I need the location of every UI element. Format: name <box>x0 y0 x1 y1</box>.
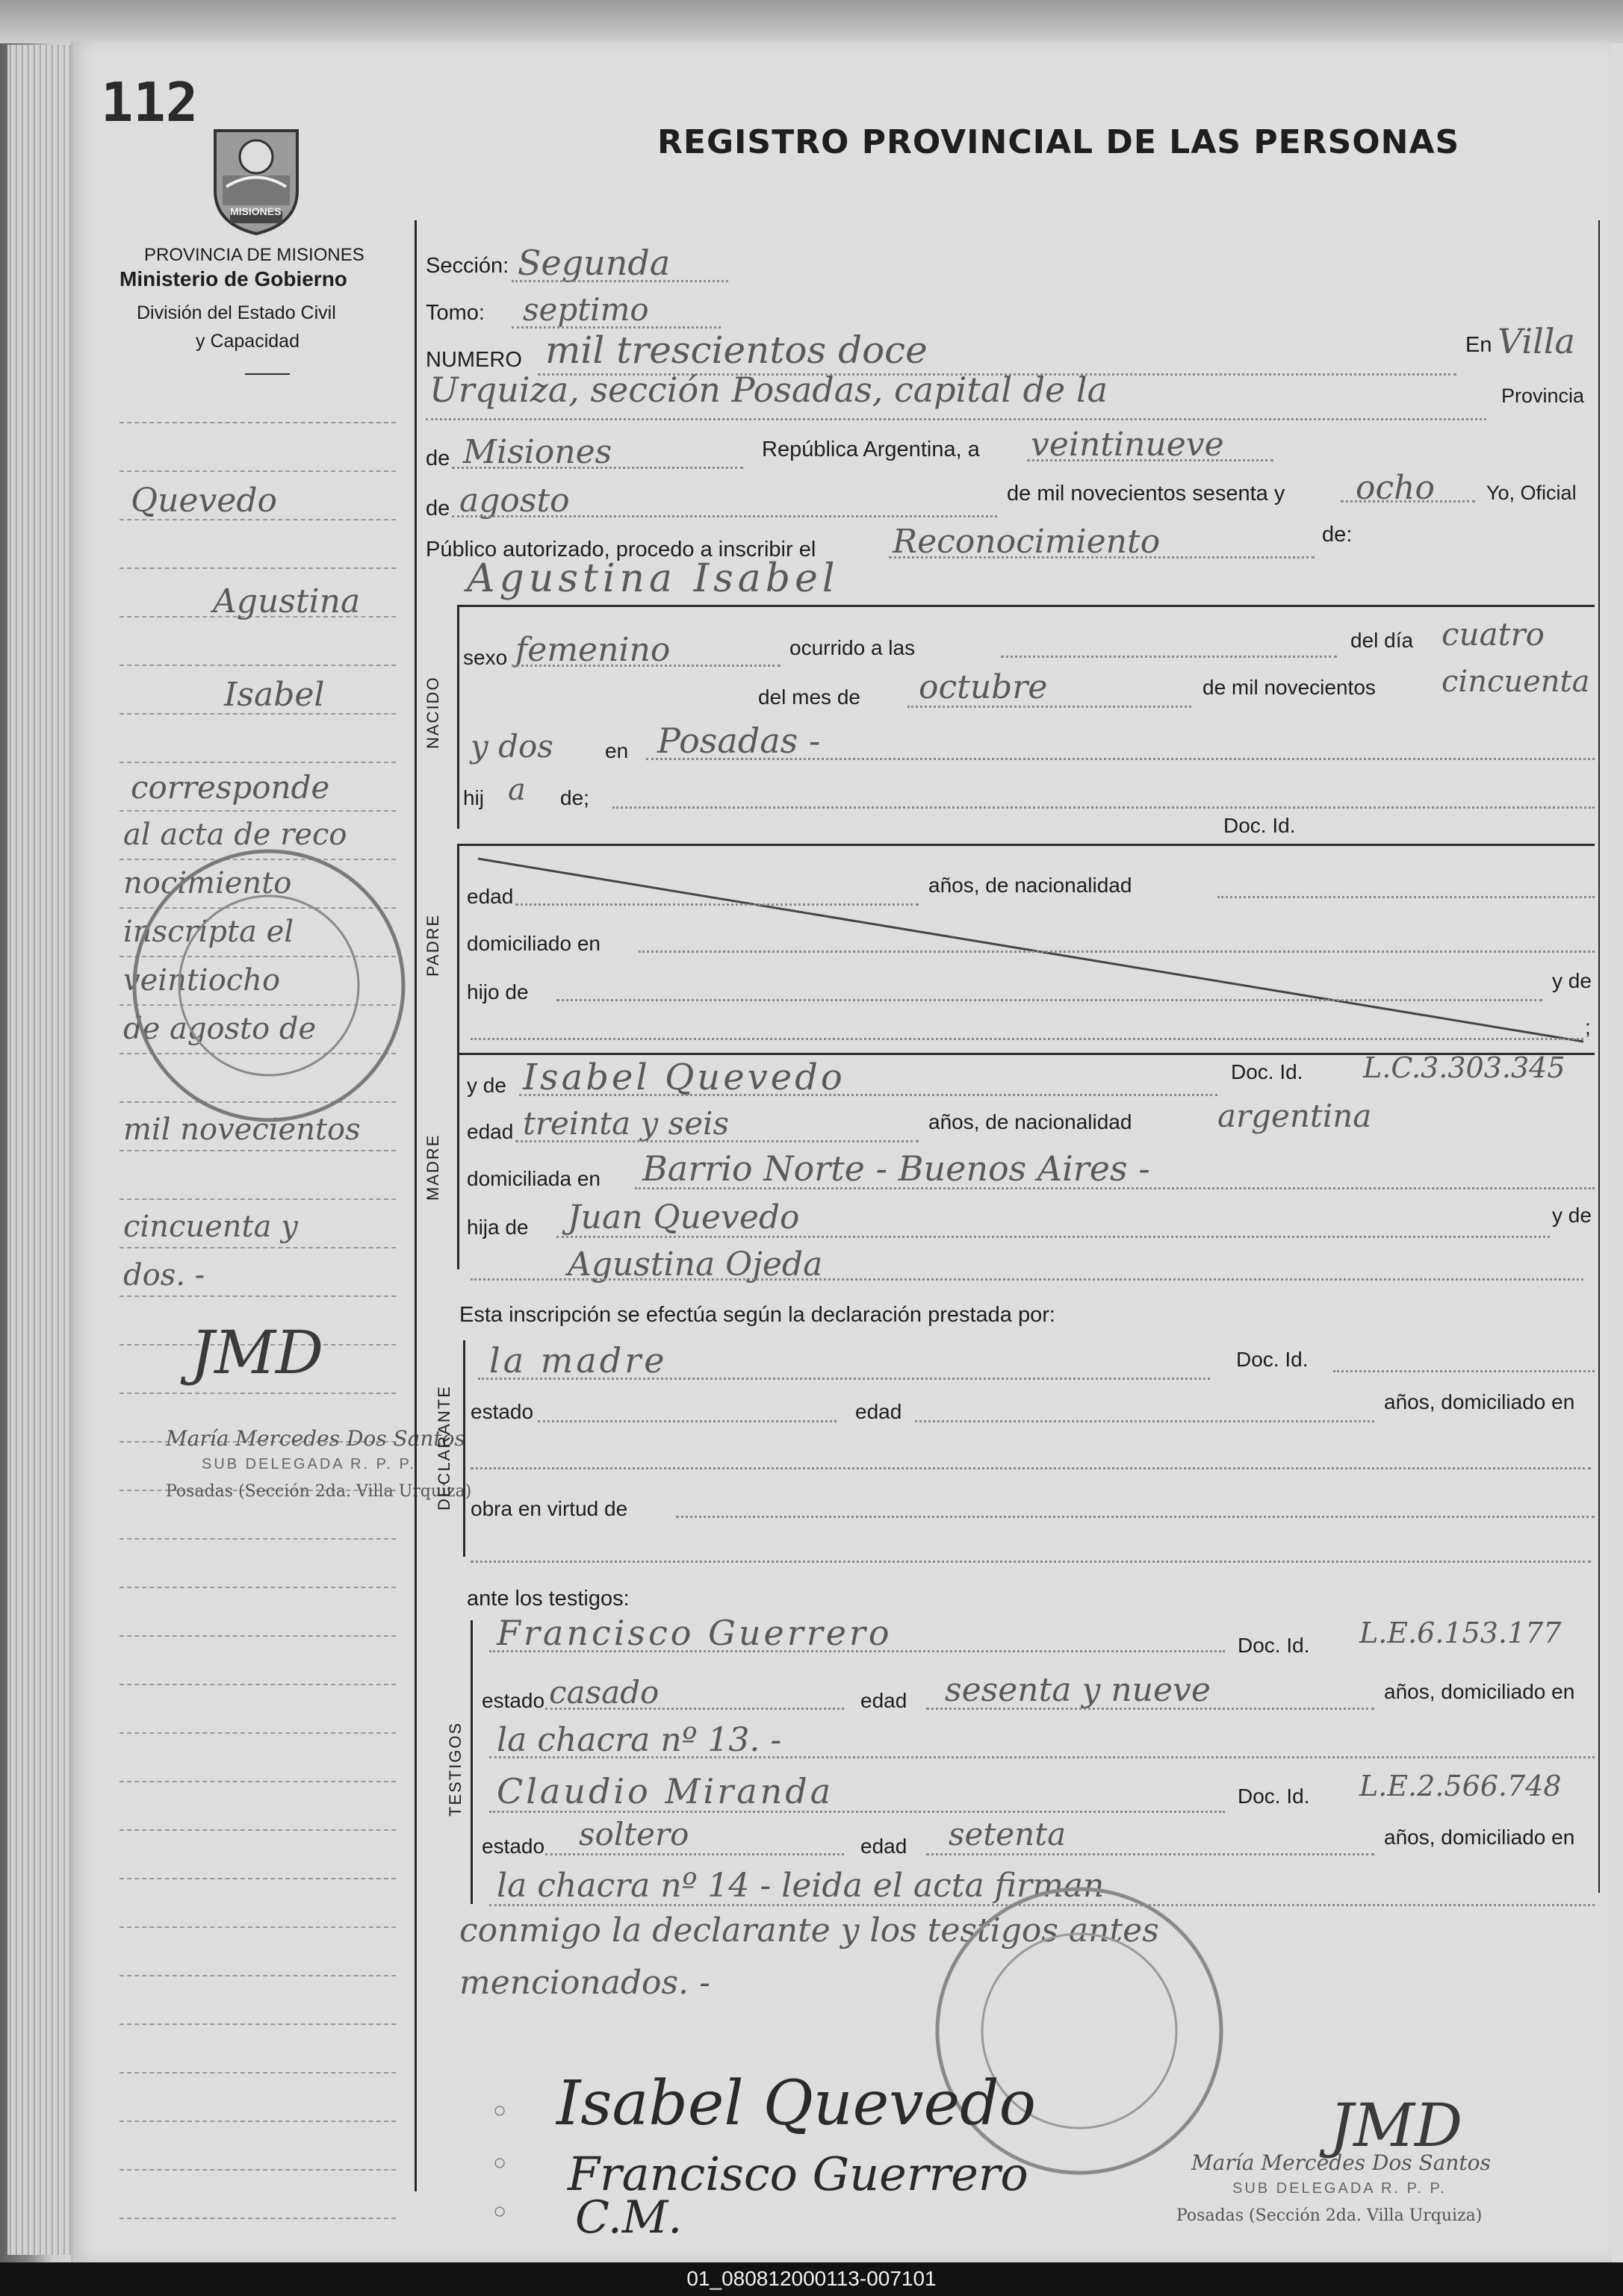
testigo2-value: Claudio Miranda <box>497 1771 834 1811</box>
ocurrido-label: ocurrido a las <box>789 636 916 659</box>
section-rule-vertical <box>457 1053 459 1269</box>
madre-nac-value: argentina <box>1217 1098 1372 1134</box>
section-label-nacido: NACIDO <box>423 676 442 749</box>
fill-line <box>639 951 1595 953</box>
testigo1-doc-value: L.E.6.153.177 <box>1359 1617 1562 1649</box>
sexo-value: femenino <box>515 631 671 669</box>
testigo2-doc-value: L.E.2.566.748 <box>1359 1770 1562 1802</box>
margin-note: Quevedo <box>131 482 278 520</box>
margin-note: dos. - <box>123 1258 205 1292</box>
testigo1-dom-value: la chacra nº 13. - <box>497 1721 782 1759</box>
anios-nac-label-madre: años, de nacionalidad <box>928 1110 1132 1133</box>
margin-line <box>120 2023 396 2025</box>
seccion-value: Segunda <box>518 243 671 283</box>
fill-line <box>1217 896 1595 898</box>
capacity-label: y Capacidad <box>196 331 300 352</box>
margin-line <box>120 1975 396 1976</box>
signature-initials: C.M. <box>575 2191 683 2244</box>
fill-line <box>545 1708 844 1710</box>
fill-line <box>489 1650 1225 1652</box>
margin-note: al acta de reco <box>123 818 347 852</box>
madre-madre-value: Agustina Ojeda <box>568 1245 823 1284</box>
del-mes-label: del mes de <box>758 685 860 709</box>
margin-note: nocimiento <box>123 866 292 900</box>
seccion-label: Sección: <box>426 254 509 278</box>
official-stamp-icon <box>127 844 411 1127</box>
anio-nac-value-2: y dos <box>471 728 553 765</box>
de-label-2: de <box>426 497 450 520</box>
fill-line <box>915 1420 1374 1422</box>
fill-line <box>1333 1370 1595 1372</box>
margin-line <box>120 1150 396 1151</box>
hij-label: hij <box>463 786 485 809</box>
seal-label: MISIONES <box>230 205 282 217</box>
closing-line-1: conmigo la declarante y los testigos antes <box>459 1911 1159 1950</box>
en-label: En <box>1465 333 1492 357</box>
form-border-left <box>415 220 417 2191</box>
fill-line <box>471 1278 1583 1281</box>
edad-label-declarante: edad <box>855 1400 902 1423</box>
domiciliado-label-padre: domiciliado en <box>467 932 601 955</box>
y-de-label-madre: y de <box>467 1074 506 1097</box>
margin-note: Agustina <box>213 582 361 620</box>
official-role-stamp: SUB DELEGADA R. P. P. <box>202 1456 416 1472</box>
division-label: División del Estado Civil <box>137 302 336 323</box>
anio-nac-value: cincuenta <box>1442 665 1590 699</box>
header-underline <box>245 373 290 375</box>
mil-nov-label: de mil novecientos <box>1202 676 1376 699</box>
province-label: PROVINCIA DE MISIONES <box>144 245 364 265</box>
fill-line <box>471 1561 1591 1563</box>
margin-line <box>120 422 396 423</box>
fill-line <box>512 280 728 282</box>
margin-line <box>120 1732 396 1734</box>
dia-value: veintinueve <box>1031 426 1224 464</box>
lugar-nac-value: Posadas - <box>657 721 821 761</box>
testigo1-value: Francisco Guerrero <box>497 1613 893 1653</box>
bullet-mark: ○ <box>493 2150 507 2175</box>
margin-line <box>120 1587 396 1588</box>
mes-nac-value: octubre <box>919 668 1048 706</box>
fill-line <box>1341 500 1475 503</box>
lugar-value: Urquiza, sección Posadas, capital de la <box>429 370 1108 410</box>
margin-line <box>120 1781 396 1782</box>
margin-line <box>120 1247 396 1248</box>
official-name-stamp: María Mercedes Dos Santos <box>166 1426 465 1451</box>
section-rule-vertical <box>457 605 459 829</box>
ante-label: ante los testigos: <box>467 1587 630 1611</box>
closing-line-2: mencionados. - <box>459 1964 710 2002</box>
fill-line <box>426 418 1486 420</box>
estado-label-declarante: estado <box>471 1400 534 1423</box>
fill-line <box>452 467 743 469</box>
registrar-signature: JMD <box>190 1318 324 1387</box>
doc-id-label-t1: Doc. Id. <box>1238 1634 1310 1657</box>
margin-line <box>120 1538 396 1540</box>
fill-line <box>926 1853 1374 1855</box>
section-rule <box>459 605 1595 607</box>
section-label-declarante: DECLARANTE <box>435 1385 453 1511</box>
ministry-label: Ministerio de Gobierno <box>120 267 347 290</box>
hija-de-label: hija de <box>467 1216 529 1239</box>
fill-line <box>635 1187 1595 1189</box>
provincia-label: Provincia <box>1501 385 1585 407</box>
margin-note: veintiocho <box>123 963 281 998</box>
margin-line <box>120 810 396 812</box>
fill-line <box>489 1756 1595 1758</box>
testigo1-estado-value: casado <box>549 1674 660 1711</box>
official-place-stamp: Posadas (Sección 2da. Villa Urquiza) <box>166 1482 472 1501</box>
fill-line <box>545 1853 844 1855</box>
fill-line <box>646 758 1595 760</box>
margin-note: mil novecientos <box>123 1113 361 1147</box>
margin-line <box>120 2169 396 2171</box>
en-value: Villa <box>1498 321 1575 361</box>
yo-oficial-label: Yo, Oficial <box>1486 482 1577 504</box>
anios-dom-label-t2: años, domiciliado en <box>1384 1826 1575 1849</box>
madre-doc-value: L.C.3.303.345 <box>1363 1051 1565 1084</box>
tomo-value: septimo <box>523 291 649 328</box>
section-rule-vertical <box>463 1340 465 1557</box>
signature-mother: Isabel Quevedo <box>556 2068 1036 2139</box>
margin-line <box>120 2121 396 2122</box>
section-label-testigos: TESTIGOS <box>446 1721 465 1817</box>
y-de-label-madre-2: y de <box>1552 1204 1592 1227</box>
estado-label-t1: estado <box>482 1689 545 1712</box>
fill-line <box>471 1038 1583 1040</box>
fill-line <box>1027 459 1273 461</box>
hij-suffix-value: a <box>508 773 526 807</box>
de-colon-label: de: <box>1322 523 1353 547</box>
fill-line <box>556 1236 1550 1238</box>
sexo-label: sexo <box>463 646 508 669</box>
fill-line <box>515 1140 919 1142</box>
margin-line <box>120 1635 396 1637</box>
margin-line <box>120 1829 396 1831</box>
mes-value: agosto <box>459 482 570 520</box>
page-title: REGISTRO PROVINCIAL DE LAS PERSONAS <box>657 123 1460 161</box>
doc-id-label-declarante: Doc. Id. <box>1236 1348 1309 1371</box>
fill-line <box>676 1516 1595 1518</box>
margin-line <box>120 762 396 763</box>
section-rule <box>459 844 1595 846</box>
testigo2-estado-value: soltero <box>579 1816 689 1852</box>
fill-line <box>889 556 1315 559</box>
registrar-signature-2: JMD <box>1329 2091 1463 2160</box>
fill-line <box>489 1811 1225 1813</box>
margin-line <box>120 2072 396 2073</box>
fill-line <box>907 706 1191 708</box>
anios-dom-label-t1: años, domiciliado en <box>1384 1680 1575 1703</box>
fill-line <box>926 1708 1374 1710</box>
doc-id-label-t2: Doc. Id. <box>1238 1785 1310 1808</box>
fill-line <box>478 1378 1210 1380</box>
official-name-stamp-2: María Mercedes Dos Santos <box>1191 2150 1491 2175</box>
margin-note: cincuenta y <box>123 1210 298 1244</box>
y-de-label-padre: y de <box>1552 969 1592 992</box>
margin-line <box>120 1878 396 1879</box>
margin-line <box>120 567 396 569</box>
de-label: de <box>426 447 450 470</box>
form-border-right <box>1598 220 1600 1893</box>
margin-line <box>120 1684 396 1685</box>
de-semicolon-label: de; <box>560 786 589 809</box>
fill-line <box>452 515 997 517</box>
madre-dom-value: Barrio Norte - Buenos Aires - <box>642 1148 1150 1189</box>
estado-label-t2: estado <box>482 1835 545 1858</box>
domiciliada-label: domiciliada en <box>467 1167 601 1190</box>
provincia-value: Misiones <box>463 433 612 471</box>
republica-label: República Argentina, a <box>762 438 980 461</box>
margin-line <box>120 665 396 666</box>
doc-id-label-madre: Doc. Id. <box>1231 1060 1303 1083</box>
hijo-de-label: hijo de <box>467 980 529 1004</box>
margin-note: inscripta el <box>123 915 294 949</box>
obra-label: obra en virtud de <box>471 1497 628 1520</box>
testigo2-dom-value: la chacra nº 14 - leida el acta firman <box>497 1867 1105 1905</box>
fill-line <box>512 665 781 667</box>
madre-padre-value: Juan Quevedo <box>568 1198 800 1236</box>
edad-label-madre: edad <box>467 1120 514 1143</box>
bullet-mark: ○ <box>493 2098 507 2123</box>
signature-witness: Francisco Guerrero <box>568 2147 1028 2201</box>
acto-value: Reconocimiento <box>893 523 1161 561</box>
margin-line <box>120 1295 396 1297</box>
publico-label: Público autorizado, procedo a inscribir el <box>426 538 816 561</box>
anio-value: ocho <box>1356 469 1435 507</box>
margin-line <box>120 2218 396 2219</box>
anios-nac-label-padre: años, de nacionalidad <box>928 874 1132 897</box>
madre-edad-value: treinta y seis <box>523 1105 730 1142</box>
numero-label: NUMERO <box>426 348 522 372</box>
margin-line <box>120 1198 396 1200</box>
section-label-madre: MADRE <box>423 1133 442 1201</box>
coat-of-arms-icon <box>208 123 305 235</box>
mil-nov-sesenta-label: de mil novecientos sesenta y <box>1007 482 1285 505</box>
dia-nac-value: cuatro <box>1442 616 1545 653</box>
margin-line <box>120 1393 396 1394</box>
madre-nombre-value: Isabel Quevedo <box>523 1057 845 1098</box>
del-dia-label: del día <box>1350 629 1414 652</box>
fill-line <box>519 1094 1217 1096</box>
edad-label-padre: edad <box>467 885 514 908</box>
binding-top <box>0 0 1623 43</box>
bullet-mark: ○ <box>493 2199 507 2224</box>
fill-line <box>471 1467 1591 1469</box>
nombre-value: Agustina Isabel <box>467 556 840 601</box>
fill-line <box>515 903 919 906</box>
anios-dom-label-declarante: años, domiciliado en <box>1384 1390 1575 1413</box>
section-label-padre: PADRE <box>423 913 442 977</box>
section-rule-vertical <box>471 1620 473 1904</box>
footer-id: 01_080812000113-007101 <box>686 2267 937 2290</box>
en-lower-label: en <box>605 739 629 762</box>
inscripcion-label: Esta inscripción se efectúa según la declaración prestada por: <box>459 1303 1055 1327</box>
margin-note: Isabel <box>224 676 325 714</box>
edad-label-t2: edad <box>860 1835 907 1858</box>
official-place-stamp-2: Posadas (Sección 2da. Villa Urquiza) <box>1176 2206 1483 2225</box>
numero-value: mil trescientos doce <box>545 329 928 372</box>
page-number: 112 <box>101 71 199 134</box>
fill-line <box>1001 656 1337 658</box>
section-rule-vertical <box>457 844 459 1053</box>
margin-note: corresponde <box>131 769 330 806</box>
official-role-stamp-2: SUB DELEGADA R. P. P. <box>1232 2180 1447 2197</box>
semicolon-label: ; <box>1585 1015 1591 1039</box>
margin-line <box>120 470 396 472</box>
doc-id-label-1: Doc. Id. <box>1223 814 1296 837</box>
testigo1-edad-value: sesenta y nueve <box>945 1671 1211 1709</box>
testigo2-edad-value: setenta <box>949 1816 1067 1852</box>
margin-note: de agosto de <box>123 1012 317 1046</box>
margin-line <box>120 1926 396 1928</box>
tomo-label: Tomo: <box>426 301 485 325</box>
fill-line <box>556 999 1542 1001</box>
fill-line <box>538 1420 837 1422</box>
fill-line <box>612 806 1595 809</box>
declarante-value: la madre <box>489 1340 668 1381</box>
edad-label-t1: edad <box>860 1689 907 1712</box>
